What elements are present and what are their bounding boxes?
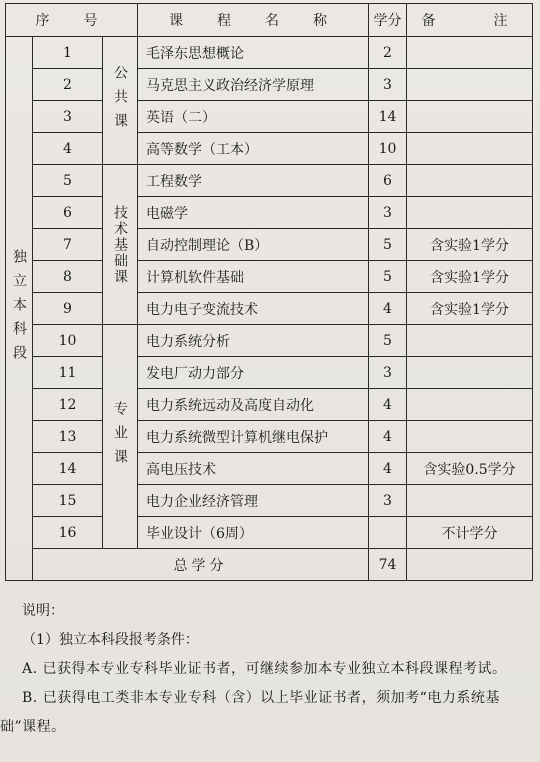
- course-credits: 5: [369, 261, 407, 293]
- course-remark: [407, 485, 533, 517]
- course-credits: 3: [369, 485, 407, 517]
- row-no: 4: [33, 133, 103, 165]
- notes-item-1: （1）独立本科段报考条件：: [22, 632, 199, 648]
- group-tech: 技术基础课: [103, 165, 138, 325]
- course-remark: 不计学分: [407, 517, 533, 549]
- table-row: [6, 133, 533, 165]
- row-no: 5: [33, 165, 103, 197]
- course-credits: 3: [369, 357, 407, 389]
- row-no: 8: [33, 261, 103, 293]
- course-credits: 14: [369, 101, 407, 133]
- table-row: [6, 101, 533, 133]
- course-remark: [407, 357, 533, 389]
- course-name: 自动控制理论（B）: [138, 229, 369, 261]
- notes-para-a: A. 已获得本专业专科毕业证书者，可继续参加本专业独立本科段课程考试。: [22, 661, 507, 677]
- notes-title: 说明：: [22, 603, 64, 619]
- table-header-row: [6, 4, 533, 37]
- row-no: 6: [33, 197, 103, 229]
- row-no: 9: [33, 293, 103, 325]
- course-remark: 含实验1学分: [407, 261, 533, 293]
- course-remark: [407, 69, 533, 101]
- course-credits: 4: [369, 293, 407, 325]
- row-no: 7: [33, 229, 103, 261]
- course-name: 电力系统分析: [138, 325, 369, 357]
- course-credits: 5: [369, 229, 407, 261]
- row-no: 14: [33, 453, 103, 485]
- row-no: 16: [33, 517, 103, 549]
- course-remark: [407, 421, 533, 453]
- total-credits: 74: [369, 549, 407, 581]
- row-no: 11: [33, 357, 103, 389]
- row-no: 15: [33, 485, 103, 517]
- course-name: 毕业设计（6周）: [138, 517, 369, 549]
- course-name: 工程数学: [138, 165, 369, 197]
- table-row: [6, 197, 533, 229]
- course-credits: 3: [369, 69, 407, 101]
- row-no: 12: [33, 389, 103, 421]
- course-name: 毛泽东思想概论: [138, 37, 369, 69]
- course-credits: 3: [369, 197, 407, 229]
- course-remark: [407, 37, 533, 69]
- course-name: 高等数学（工本）: [138, 133, 369, 165]
- course-name: 英语（二）: [138, 101, 369, 133]
- table-row: [6, 357, 533, 389]
- header-credits: 学分: [369, 4, 407, 37]
- course-name: 电力系统微型计算机继电保护: [138, 421, 369, 453]
- course-credits: 4: [369, 421, 407, 453]
- course-remark: [407, 101, 533, 133]
- header-no: 序 号: [6, 4, 138, 37]
- table-row: [6, 453, 533, 485]
- row-no: 2: [33, 69, 103, 101]
- total-remark: [407, 549, 533, 581]
- notes-para-b: B. 已获得电工类非本专业专科（含）以上毕业证书者，须加考“电力系统基础”课程。: [0, 690, 500, 735]
- course-name: 电磁学: [138, 197, 369, 229]
- header-course-name: 课 程 名 称: [138, 4, 369, 37]
- course-remark: [407, 389, 533, 421]
- course-credits: 10: [369, 133, 407, 165]
- row-no: 3: [33, 101, 103, 133]
- notes-section: [0, 597, 540, 742]
- course-credits: 4: [369, 389, 407, 421]
- table-row: [6, 389, 533, 421]
- course-remark: [407, 165, 533, 197]
- row-no: 1: [33, 37, 103, 69]
- stage-label: 独立本科段: [6, 37, 33, 581]
- table-row: [6, 165, 533, 197]
- header-remarks: 备 注: [407, 4, 533, 37]
- course-name: 电力系统远动及高度自动化: [138, 389, 369, 421]
- group-major: 专业课: [103, 325, 138, 549]
- table-row: [6, 37, 533, 69]
- table-row: [6, 325, 533, 357]
- table-row: [6, 421, 533, 453]
- group-public: 公共课: [103, 37, 138, 165]
- course-name: 电力电子变流技术: [138, 293, 369, 325]
- table-row: [6, 229, 533, 261]
- table-row: [6, 293, 533, 325]
- row-no: 13: [33, 421, 103, 453]
- table-row: [6, 517, 533, 549]
- table-row: [6, 261, 533, 293]
- total-row: [6, 549, 533, 581]
- course-remark: 含实验0.5学分: [407, 453, 533, 485]
- table-row: [6, 69, 533, 101]
- course-credits: 6: [369, 165, 407, 197]
- course-credits: 2: [369, 37, 407, 69]
- course-name: 发电厂动力部分: [138, 357, 369, 389]
- course-table: [5, 3, 533, 581]
- course-credits: 5: [369, 325, 407, 357]
- course-name: 电力企业经济管理: [138, 485, 369, 517]
- total-label: 总学分: [33, 549, 369, 581]
- course-name: 马克思主义政治经济学原理: [138, 69, 369, 101]
- course-name: 高电压技术: [138, 453, 369, 485]
- row-no: 10: [33, 325, 103, 357]
- course-remark: [407, 133, 533, 165]
- course-credits: 4: [369, 453, 407, 485]
- table-row: [6, 485, 533, 517]
- course-credits: [369, 517, 407, 549]
- course-remark: [407, 197, 533, 229]
- course-remark: 含实验1学分: [407, 293, 533, 325]
- course-name: 计算机软件基础: [138, 261, 369, 293]
- course-remark: 含实验1学分: [407, 229, 533, 261]
- course-remark: [407, 325, 533, 357]
